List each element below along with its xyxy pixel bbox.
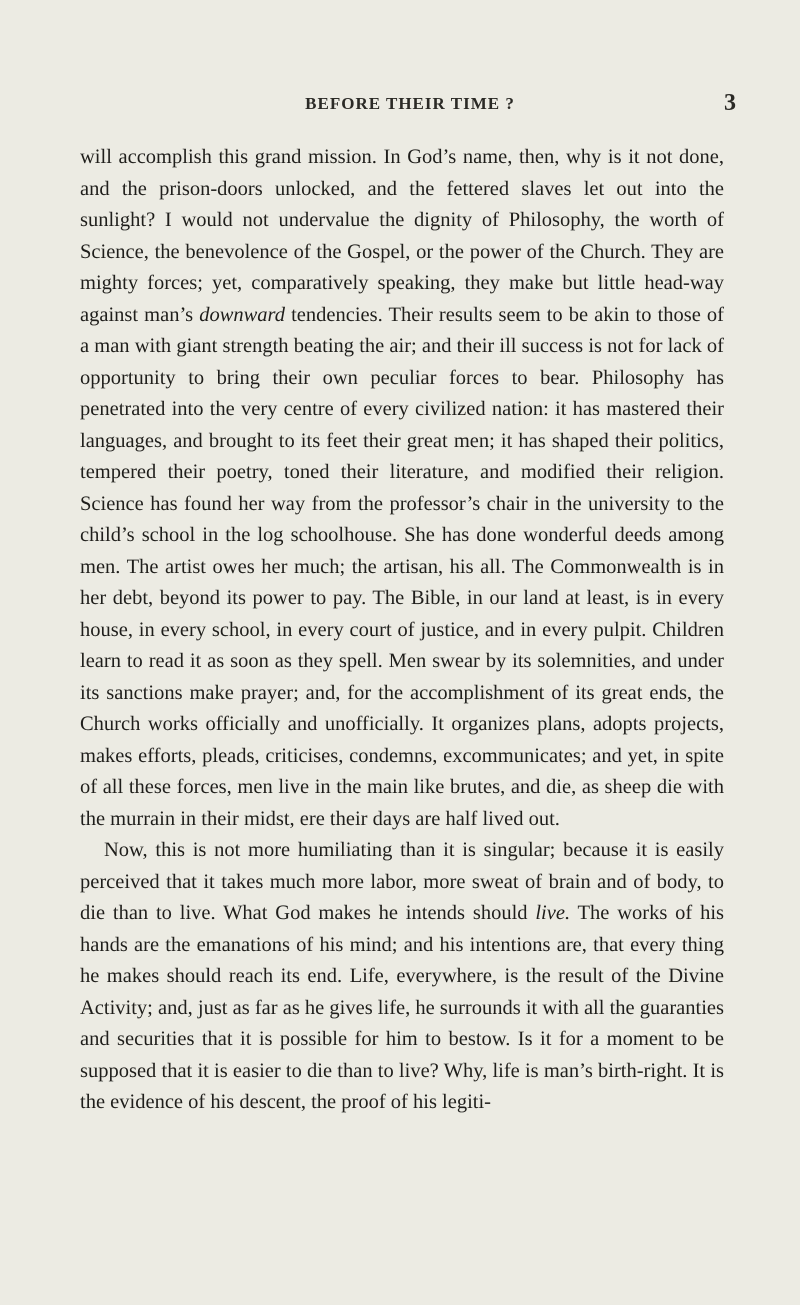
paragraph-1-text-a: will accomplish this grand mission. In God’s name, then, why is it not done, and the prison-doors unlocked, and the fettered slaves let out into the sunlight? I would not undervalue the dignity of Philosophy, the worth of Science, the benevolence of the Gospel, or the power of the Church. They are mighty forces; yet, comparatively speaking, they make but little head-way against man’s bbox=[80, 146, 724, 326]
paragraph-1-text-b: tendencies. Their results seem to be akin to those of a man with giant strength beating the air; and their ill success is not for lack of opportunity to bring their own peculiar forces to bear. Philosophy has penetrated into the very centre of every civilized nation: it has mastered their languages, and brought to its feet their great men; it has shaped their politics, tempered their poetry, toned their literature, and modified their religion. Science has found her way from the professor’s chair in the university to the child’s school in the log schoolhouse. She has done wonderful deeds among men. The artist owes her much; the artisan, his all. The Commonwealth is in her debt, beyond its power to pay. The Bible, in our land at least, is in every house, in every school, in every court of justice, and in every pulpit. Children learn to read it as soon as they spell. Men swear by its solemnities, and under its sanctions make prayer; and, for the accomplishment of its great ends, the Church works officially and unofficially. It organizes plans, adopts projects, makes efforts, pleads, criticises, condemns, excommunicates; and yet, in spite of all these forces, men live in the main like brutes, and die, as sheep die with the murrain in their midst, ere their days are half lived out. bbox=[80, 303, 724, 830]
page-header bbox=[80, 90, 736, 122]
body-text bbox=[80, 142, 724, 1119]
page-number: 3 bbox=[724, 90, 736, 116]
paragraph-1-italic-downward: downward bbox=[199, 303, 286, 326]
paragraph-2 bbox=[80, 835, 724, 1119]
paragraph-2-text-a: Now, this is not more humiliating than it is singular; because it is easily perceived that it takes much more labor, more sweat of brain and of body, to die than to live. What God makes he intends should bbox=[80, 839, 724, 924]
running-title: BEFORE THEIR TIME ? bbox=[305, 94, 515, 113]
paragraph-1 bbox=[80, 142, 724, 835]
paragraph-2-text-b: The works of his hands are the emanations of his mind; and his intentions are, that every thing he makes should reach its end. Life, everywhere, is the result of the Divine Activity; and, just as far as he gives life, he surrounds it with all the guaranties and securities that it is possible for him to bestow. Is it for a moment to be supposed that it is easier to die than to live? Why, life is man’s birth-right. It is the evidence of his descent, the proof of his legiti- bbox=[80, 902, 724, 1113]
paragraph-2-italic-live: live. bbox=[535, 902, 571, 924]
